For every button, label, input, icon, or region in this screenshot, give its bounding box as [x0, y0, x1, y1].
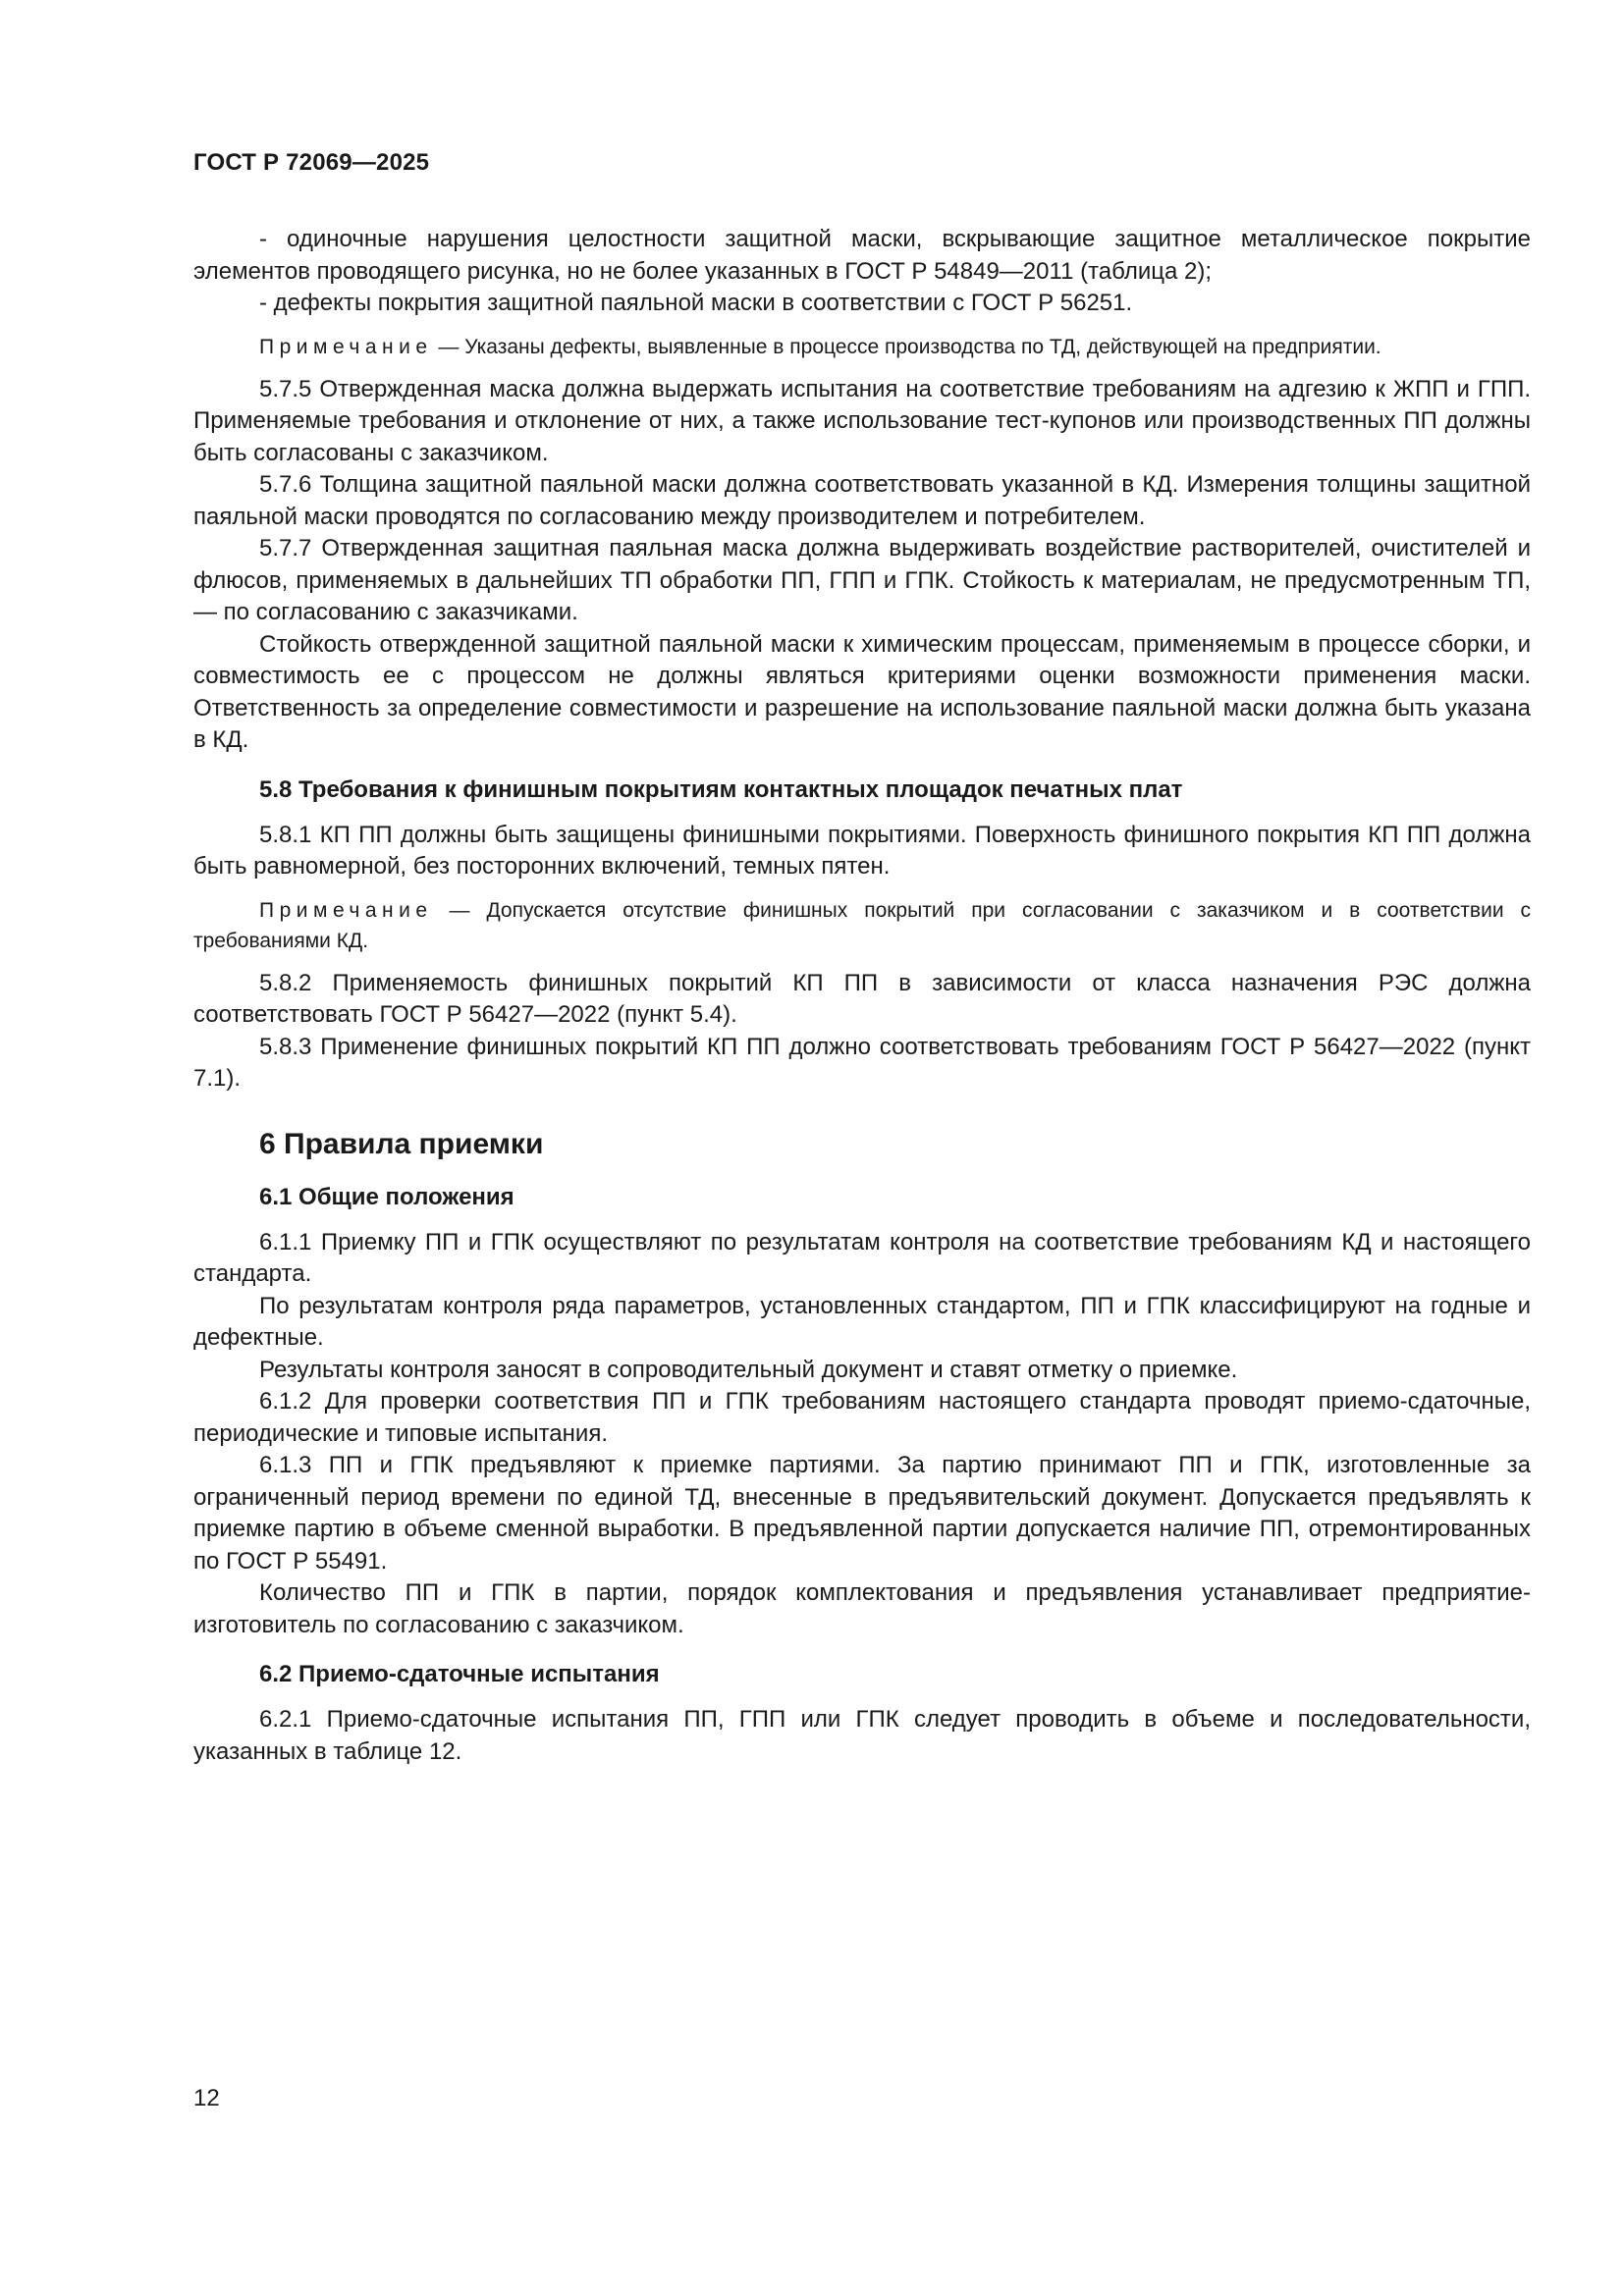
note: [193, 895, 1531, 956]
paragraph: Результаты контроля заносят в сопроводительный документ и ставят отметку о приемке.: [259, 1356, 1238, 1383]
note-label: Примечание: [259, 335, 433, 358]
section-heading: 6.1 Общие положения: [259, 1183, 514, 1210]
paragraph: 5.7.5 Отвержденная маска должна выдержать испытания на соответствие требованиям на адгезию к ЖПП и ГПП. Применяемые требования и отклонение от них, а также использование тест-купонов или производственных ПП должны быть согласованы с заказчиком.: [193, 375, 1531, 466]
paragraph: - одиночные нарушения целостности защитной маски, вскрывающие защитное металлическое покрытие элементов проводящего рисунка, но не более указанных в ГОСТ Р 54849—2011 (таблица 2);: [193, 226, 1531, 285]
section-heading: 5.8 Требования к финишным покрытиям контактных площадок печатных плат: [259, 775, 1183, 803]
paragraph: 5.7.6 Толщина защитной паяльной маски должна соответствовать указанной в КД. Измерения толщины защитной паяльной маски проводятся по согласованию между производителем и потребителем.: [193, 471, 1531, 530]
paragraph: 6.1.3 ПП и ГПК предъявляют к приемке партиями. За партию принимают ПП и ГПК, изготовленные за ограниченный период времени по единой ТД, внесенные в предъявительский документ. Допускается предъявлять к приемке партию в объеме сменной выработки. В предъявленной партии допускается наличие ПП, отремонтированных по ГОСТ Р 55491.: [193, 1452, 1531, 1575]
document-header-id: ГОСТ Р 72069—2025: [193, 149, 430, 176]
paragraph: 5.8.3 Применение финишных покрытий КП ПП должно соответствовать требованиям ГОСТ Р 56427—2022 (пункт 7.1).: [193, 1033, 1531, 1092]
section-heading: 6.2 Приемо-сдаточные испытания: [259, 1661, 660, 1687]
paragraph: 5.8.1 КП ПП должны быть защищены финишными покрытиями. Поверхность финишного покрытия КП ПП должна быть равномерной, без посторонних включений, темных пятен.: [193, 821, 1531, 880]
chapter-heading: 6 Правила приемки: [259, 1127, 544, 1160]
paragraph: - дефекты покрытия защитной паяльной маски в соответствии с ГОСТ Р 56251.: [259, 290, 1133, 316]
note-text: — Указаны дефекты, выявленные в процессе производства по ТД, действующей на предприятии.: [432, 335, 1381, 358]
document-body: [193, 224, 1531, 1768]
note-label: Примечание: [259, 898, 433, 922]
paragraph: 6.1.1 Приемку ПП и ГПК осуществляют по результатам контроля на соответствие требованиям КД и настоящего стандарта.: [193, 1228, 1531, 1287]
paragraph: 5.7.7 Отвержденная защитная паяльная маска должна выдерживать воздействие растворителей, очистителей и флюсов, применяемых в дальнейших ТП обработки ПП, ГПП и ГПК. Стойкость к материалам, не предусмотренным ТП, — по согласованию с заказчиками.: [193, 535, 1531, 625]
note-text: — Допускается отсутствие финишных покрытий при согласовании с заказчиком и в соответствии с требованиями КД.: [193, 898, 1531, 952]
paragraph: Количество ПП и ГПК в партии, порядок комплектования и предъявления устанавливает предприятие-изготовитель по согласованию с заказчиком.: [193, 1579, 1531, 1638]
paragraph: 6.1.2 Для проверки соответствия ПП и ГПК требованиям настоящего стандарта проводят приемо-сдаточные, периодические и типовые испытания.: [193, 1388, 1531, 1447]
paragraph: 5.8.2 Применяемость финишных покрытий КП ПП в зависимости от класса назначения РЭС должна соответствовать ГОСТ Р 56427—2022 (пункт 5.4).: [193, 969, 1531, 1028]
note: [193, 332, 1531, 362]
paragraph: Стойкость отвержденной защитной паяльной маски к химическим процессам, применяемым в процессе сборки, и совместимость ее с процессом не должны являться критериями оценки возможности применения маски. Ответственность за определение совместимости и разрешение на использование паяльной маски должна быть указана в КД.: [193, 630, 1531, 753]
paragraph: 6.2.1 Приемо-сдаточные испытания ПП, ГПП или ГПК следует проводить в объеме и последовательности, указанных в таблице 12.: [193, 1706, 1531, 1765]
paragraph: По результатам контроля ряда параметров, установленных стандартом, ПП и ГПК классифицируют на годные и дефектные.: [193, 1292, 1531, 1351]
page-number: 12: [193, 2085, 220, 2111]
